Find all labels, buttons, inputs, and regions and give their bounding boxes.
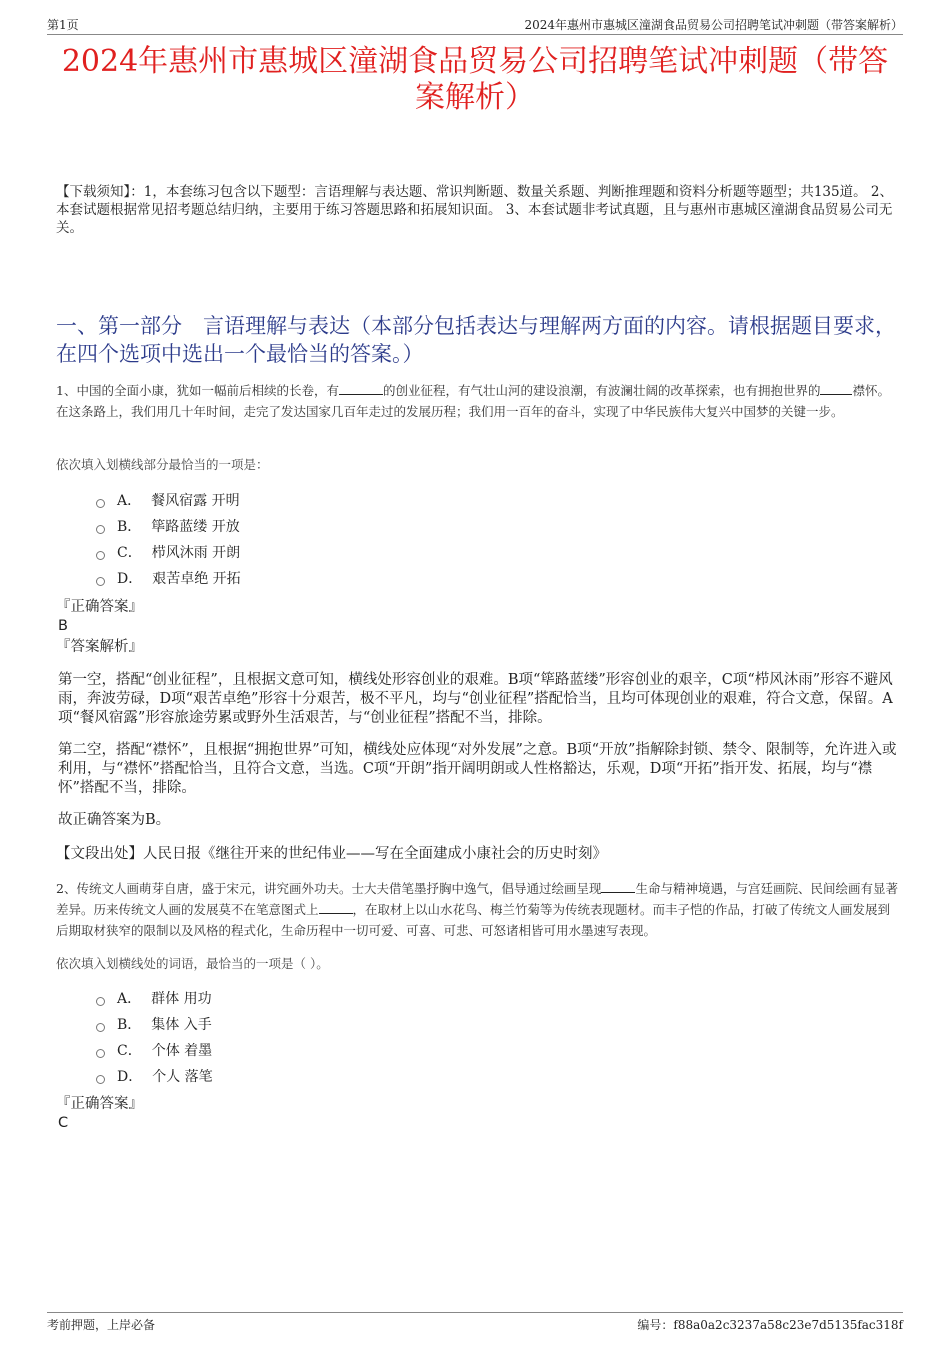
option-text: 餐风宿露 开明 [151, 493, 240, 509]
option-d[interactable] [96, 1063, 213, 1089]
radio-icon[interactable] [96, 997, 105, 1006]
radio-icon[interactable] [96, 1049, 105, 1058]
question-stem [56, 380, 900, 422]
answer-label: 『正确答案』 [56, 1096, 143, 1112]
option-letter: D． [117, 1069, 143, 1085]
option-b[interactable] [96, 1011, 213, 1037]
footer-serial: 编号：f88a0a2c3237a58c23e7d5135fac318f [637, 1318, 903, 1332]
answer-value: C [58, 1115, 69, 1131]
radio-icon[interactable] [96, 551, 105, 560]
title-line-1: 2024年惠州市惠城区潼湖食品贸易公司招聘笔试冲刺题（带答 [61, 44, 889, 79]
fill-blank [820, 381, 852, 395]
option-letter: C． [117, 545, 142, 561]
option-text: 个人 落笔 [152, 1069, 213, 1085]
fill-blank [339, 381, 383, 395]
question-1 [56, 380, 900, 422]
option-text: 艰苦卓绝 开拓 [152, 571, 241, 587]
section-title: 一、第一部分 言语理解与表达（本部分包括表达与理解两方面的内容。请根据题目要求，在四个选项中选出一个最恰当的答案。） [56, 314, 896, 366]
radio-icon[interactable] [96, 1075, 105, 1084]
option-b[interactable] [96, 513, 241, 539]
analysis-label: 『答案解析』 [56, 639, 143, 655]
option-letter: D． [117, 571, 143, 587]
option-letter: A． [117, 991, 142, 1007]
option-letter: B． [117, 519, 142, 535]
analysis-paragraph-2: 第二空，搭配“襟怀”，且根据“拥抱世界”可知，横线处应体现“对外发展”之意。B项“开放”指解除封锁、禁令、限制等，允许进入或利用，与“襟怀”搭配恰当，且符合文意，当选。C项“开朗”指开阔明朗或人性格豁达，乐观，D项“开拓”指开发、拓展，均与“襟怀”搭配不当，排除。 [58, 742, 897, 796]
radio-icon[interactable] [96, 525, 105, 534]
question-prompt: 依次填入划横线处的词语，最恰当的一项是（ ）。 [56, 956, 329, 971]
fill-blank [319, 900, 353, 914]
question-2 [56, 878, 900, 941]
question-stem [56, 878, 900, 941]
option-letter: C． [117, 1043, 142, 1059]
download-notice: 【下载须知】：1，本套练习包含以下题型：言语理解与表达题、常识判断题、数量关系题、判断推理题和资料分析题等题型；共135道。 2、本套试题根据常见招考题总结归纳，主要用于练习答题思路和拓展知识面。 3、本套试题非考试真题，且与惠州市惠城区潼湖食品贸易公司无关。 [56, 184, 893, 236]
radio-icon[interactable] [96, 499, 105, 508]
stem-text: 2、传统文人画萌芽自唐，盛于宋元，讲究画外功夫。士大夫借笔墨抒胸中逸气，倡导通过绘画呈现 [56, 881, 602, 896]
stem-text: 襟怀。在这条路上，我们用几十年时间，走完了发达国家几百年走过的发展历程；我们用一百年的奋斗，实现了中华民族伟大复兴中国梦的关键一步。 [56, 383, 890, 419]
page-footer [47, 1312, 903, 1335]
document-title [47, 44, 903, 116]
header-doc-name: 2024年惠州市惠城区潼湖食品贸易公司招聘笔试冲刺题（带答案解析） [524, 18, 903, 32]
option-text: 筚路蓝缕 开放 [151, 519, 240, 535]
source-citation: 【文段出处】人民日报《继往开来的世纪伟业——写在全面建成小康社会的历史时刻》 [56, 846, 607, 862]
option-c[interactable] [96, 1037, 213, 1063]
option-letter: B． [117, 1017, 142, 1033]
footer-slogan: 考前押题，上岸必备 [47, 1318, 156, 1332]
answer-value: B [58, 618, 68, 634]
option-a[interactable] [96, 985, 213, 1011]
title-line-2: 案解析） [415, 80, 535, 115]
page-header [47, 14, 903, 35]
option-c[interactable] [96, 539, 241, 565]
option-text: 群体 用功 [151, 991, 212, 1007]
radio-icon[interactable] [96, 1023, 105, 1032]
option-d[interactable] [96, 565, 241, 591]
answer-label: 『正确答案』 [56, 599, 143, 615]
page-number: 第1页 [47, 18, 79, 32]
stem-text: ，在取材上以山水花鸟、梅兰竹菊等为传统表现题材。而丰子恺的作品，打破了传统文人画发展到后期取材狭窄的限制以及风格的程式化，生命历程中一切可爱、可喜、可悲、可怒诸相皆可用水墨速写表现。 [56, 902, 891, 938]
radio-icon[interactable] [96, 577, 105, 586]
option-text: 个体 着墨 [151, 1043, 213, 1059]
option-letter: A． [117, 493, 142, 509]
stem-text: 1、中国的全面小康，犹如一幅前后相续的长卷，有 [56, 383, 339, 398]
analysis-paragraph-1: 第一空，搭配“创业征程”，且根据文意可知，横线处形容创业的艰难。B项“筚路蓝缕”形容创业的艰辛，C项“栉风沐雨”形容不避风雨，奔波劳碌，D项“艰苦卓绝”形容十分艰苦，极不平凡，均与“创业征程”搭配恰当，且均可体现创业的艰难，符合文意，保留。A项“餐风宿露”形容旅途劳累或野外生活艰苦，与“创业征程”搭配不当，排除。 [58, 672, 893, 726]
analysis-conclusion: 故正确答案为B。 [58, 812, 171, 828]
option-text: 栉风沐雨 开朗 [151, 545, 241, 561]
stem-text: 的创业征程，有气壮山河的建设浪潮，有波澜壮阔的改革探索，也有拥抱世界的 [382, 383, 821, 398]
option-a[interactable] [96, 487, 241, 513]
question-prompt: 依次填入划横线部分最恰当的一项是： [56, 457, 269, 472]
option-text: 集体 入手 [151, 1017, 212, 1033]
stem-text: 生命与精神境遇，与宫廷画院、民间绘画有显著差异。历来传统文人画的发展莫不在笔意图式上 [56, 881, 898, 917]
fill-blank [601, 879, 635, 893]
